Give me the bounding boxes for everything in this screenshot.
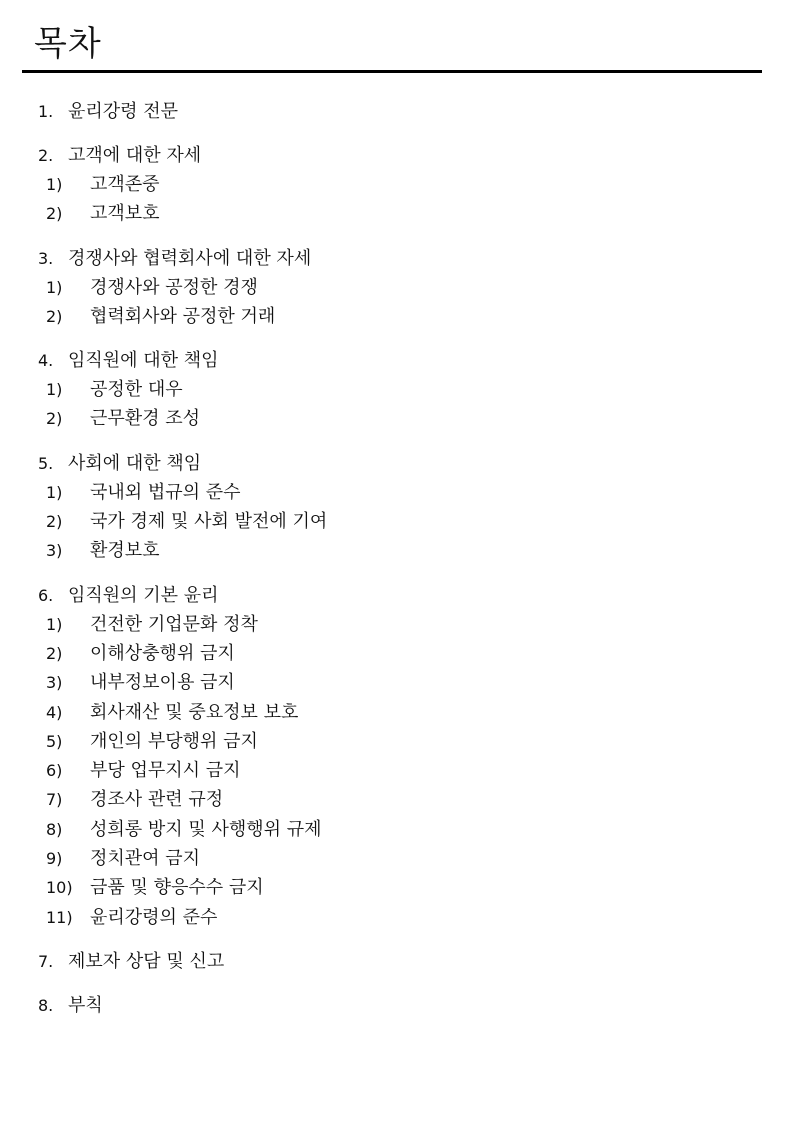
toc-sub-item — [38, 170, 758, 199]
toc-section — [38, 141, 758, 229]
toc-sub-item — [38, 727, 758, 756]
sub-item-title: 부당 업무지시 금지 — [90, 760, 241, 782]
section-title: 임직원의 기본 윤리 — [68, 584, 219, 606]
sub-item-title: 환경보호 — [90, 540, 160, 562]
toc-section — [38, 346, 758, 434]
toc-sub-item — [38, 698, 758, 727]
sub-item-title: 국가 경제 및 사회 발전에 기여 — [90, 511, 328, 533]
toc-sub-item — [38, 756, 758, 785]
sub-item-number: 1) — [46, 482, 63, 502]
toc-sub-item — [38, 610, 758, 639]
sub-item-number: 3) — [46, 673, 63, 693]
toc-sub-item — [38, 404, 758, 433]
sub-item-title: 개인의 부당행위 금지 — [90, 730, 258, 752]
section-number: 6. — [38, 585, 54, 605]
toc-sub-item — [38, 478, 758, 507]
toc-section-heading — [38, 141, 758, 170]
sub-item-number: 2) — [46, 409, 63, 429]
sub-item-number: 1) — [46, 175, 63, 194]
toc-section-heading — [38, 244, 758, 273]
toc-sub-item — [38, 302, 758, 331]
sub-item-title: 협력회사와 공정한 거래 — [90, 305, 276, 327]
sub-item-title: 경쟁사와 공정한 경쟁 — [90, 276, 258, 298]
toc-section — [38, 244, 758, 332]
sub-item-title: 정치관여 금지 — [90, 848, 201, 870]
toc-sub-item — [38, 375, 758, 404]
table-of-contents — [38, 97, 758, 1035]
section-title: 사회에 대한 책임 — [68, 452, 202, 474]
toc-section-heading — [38, 581, 758, 610]
sub-item-number: 8) — [46, 819, 63, 839]
sub-item-number: 1) — [46, 277, 63, 297]
sub-item-title: 내부정보이용 금지 — [90, 672, 235, 694]
toc-sub-item — [38, 873, 758, 902]
toc-section — [38, 581, 758, 932]
toc-section-heading — [38, 97, 758, 126]
section-title: 임직원에 대한 책임 — [68, 350, 219, 372]
sub-item-number: 1) — [46, 614, 63, 634]
toc-sub-item — [38, 844, 758, 873]
toc-sub-item — [38, 785, 758, 814]
toc-sub-item — [38, 639, 758, 668]
toc-sub-item — [38, 668, 758, 697]
sub-item-title: 건전한 기업문화 정착 — [90, 613, 258, 635]
sub-item-number: 2) — [46, 643, 63, 663]
sub-item-title: 고객보호 — [90, 203, 160, 225]
sub-item-number: 5) — [46, 731, 63, 751]
toc-section-heading — [38, 991, 758, 1020]
sub-item-number: 9) — [46, 849, 63, 869]
sub-item-number: 3) — [46, 541, 63, 561]
toc-section — [38, 449, 758, 566]
toc-section-heading — [38, 449, 758, 478]
toc-sub-item — [38, 507, 758, 536]
section-title: 경쟁사와 협력회사에 대한 자세 — [68, 247, 312, 269]
sub-item-title: 윤리강령의 준수 — [90, 906, 218, 928]
toc-section — [38, 947, 758, 976]
toc-sub-item — [38, 903, 758, 932]
sub-item-title: 회사재산 및 중요정보 보호 — [90, 701, 299, 723]
sub-item-title: 공정한 대우 — [90, 379, 183, 401]
toc-sub-item — [38, 273, 758, 302]
sub-item-title: 이해상충행위 금지 — [90, 642, 235, 664]
sub-item-number: 11) — [46, 907, 73, 927]
sub-item-title: 근무환경 조성 — [90, 408, 201, 430]
toc-section-heading — [38, 947, 758, 976]
sub-item-title: 고객존중 — [90, 174, 160, 195]
section-title: 제보자 상담 및 신고 — [68, 950, 225, 972]
section-number: 8. — [38, 995, 54, 1015]
sub-item-title: 국내외 법규의 준수 — [90, 481, 241, 503]
sub-item-number: 7) — [46, 790, 63, 810]
section-number: 2. — [38, 146, 54, 165]
section-title: 고객에 대한 자세 — [68, 145, 202, 166]
sub-item-number: 2) — [46, 512, 63, 532]
toc-sub-item — [38, 536, 758, 565]
sub-item-title: 경조사 관련 규정 — [90, 789, 224, 811]
sub-item-title: 금품 및 향응수수 금지 — [90, 877, 264, 899]
section-number: 4. — [38, 351, 54, 371]
sub-item-number: 10) — [46, 878, 73, 898]
section-title: 윤리강령 전문 — [68, 101, 179, 122]
page-title: 목차 — [34, 24, 102, 64]
sub-item-number: 4) — [46, 702, 63, 722]
toc-section — [38, 97, 758, 126]
sub-item-number: 2) — [46, 204, 63, 224]
section-title: 부칙 — [68, 994, 103, 1016]
toc-section — [38, 991, 758, 1020]
sub-item-number: 2) — [46, 306, 63, 326]
toc-sub-item — [38, 815, 758, 844]
section-number: 5. — [38, 453, 54, 473]
sub-item-number: 6) — [46, 761, 63, 781]
toc-section-heading — [38, 346, 758, 375]
title-divider — [22, 70, 762, 73]
section-number: 1. — [38, 102, 54, 121]
section-number: 3. — [38, 248, 54, 268]
section-number: 7. — [38, 951, 54, 971]
sub-item-title: 성희롱 방지 및 사행행위 규제 — [90, 818, 322, 840]
sub-item-number: 1) — [46, 380, 63, 400]
toc-sub-item — [38, 199, 758, 228]
